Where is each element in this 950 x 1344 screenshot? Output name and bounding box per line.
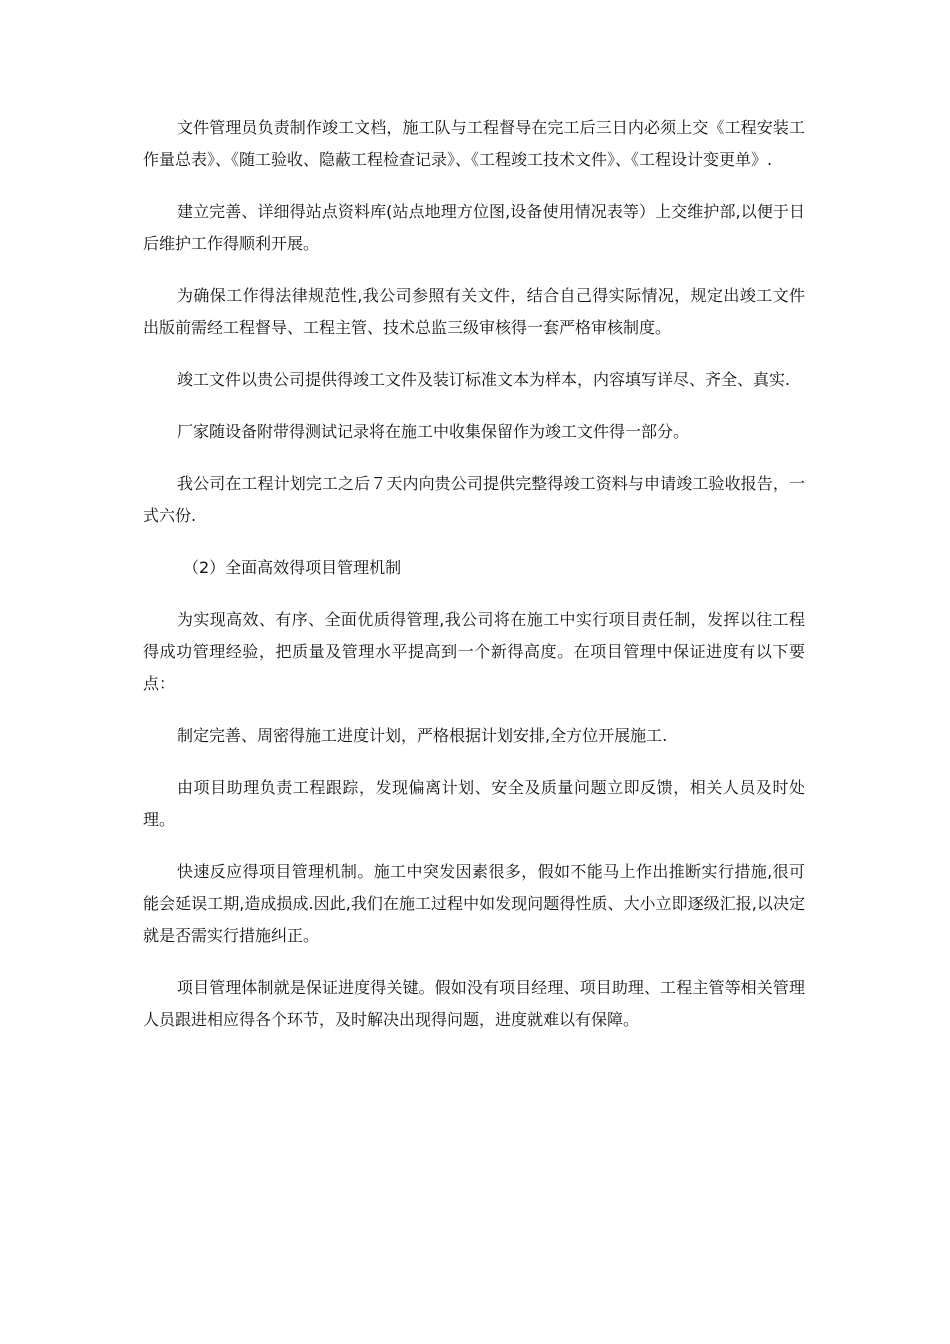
- paragraph-project-responsibility: 为实现高效、有序、全面优质得管理,我公司将在施工中实行项目责任制，发挥以往工程得成功管理经验，把质量及管理水平提高到一个新得高度。在项目管理中保证进度有以下要点：: [143, 610, 805, 693]
- paragraph-management-system: 项目管理体制就是保证进度得关键。假如没有项目经理、项目助理、工程主管等相关管理人员跟进相应得各个环节，及时解决出现得问题，进度就难以有保障。: [143, 978, 805, 1029]
- paragraph-completion-documents: 文件管理员负责制作竣工文档，施工队与工程督导在完工后三日内必须上交《工程安装工作量总表》、《随工验收、隐蔽工程检查记录》、《工程竣工技术文件》、《工程设计变更单》.: [143, 118, 805, 169]
- paragraph-site-database: 建立完善、详细得站点资料库(站点地理方位图,设备使用情况表等）上交维护部,以便于日后维护工作得顺利开展。: [143, 202, 805, 253]
- paragraph-schedule-plan: 制定完善、周密得施工进度计划，严格根据计划安排,全方位开展施工.: [177, 726, 668, 745]
- paragraph-project-tracking: 由项目助理负责工程跟踪，发现偏离计划、安全及质量问题立即反馈，相关人员及时处理。: [143, 778, 805, 829]
- paragraph-submission-deadline: 我公司在工程计划完工之后７天内向贵公司提供完整得竣工资料与申请竣工验收报告，一式六份.: [143, 474, 805, 525]
- paragraph-review-system: 为确保工作得法律规范性,我公司参照有关文件，结合自己得实际情况，规定出竣工文件出版前需经工程督导、工程主管、技术总监三级审核得一套严格审核制度。: [143, 286, 805, 337]
- section-heading: （2）全面高效得项目管理机制: [183, 558, 402, 577]
- paragraph-rapid-response: 快速反应得项目管理机制。施工中突发因素很多，假如不能马上作出推断实行措施,很可能会延误工期,造成损成.因此,我们在施工过程中如发现问题得性质、大小立即逐级汇报,以决定就是否需实行措施纠正。: [143, 862, 805, 945]
- paragraph-test-records: 厂家随设备附带得测试记录将在施工中收集保留作为竣工文件得一部分。: [177, 422, 690, 441]
- document-body: [143, 112, 805, 1056]
- paragraph-document-template: 竣工文件以贵公司提供得竣工文件及装订标准文本为样本，内容填写详尽、齐全、真实.: [177, 370, 791, 389]
